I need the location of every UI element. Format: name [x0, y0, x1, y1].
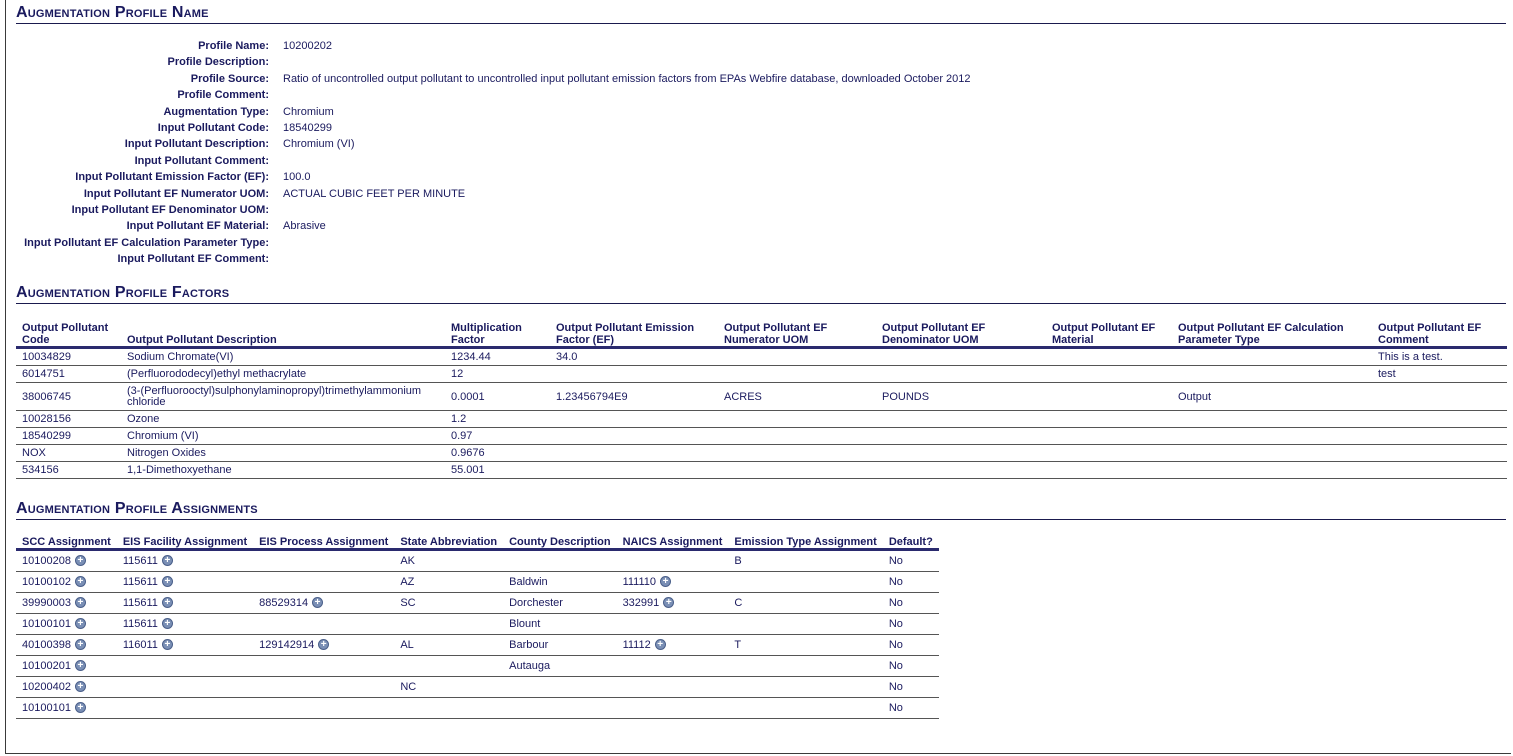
- assignments-table-row: [16, 572, 939, 593]
- assignment-cell-state: [394, 635, 503, 656]
- assignment-value-facility: 115611: [122, 618, 158, 630]
- factors-cell: [1172, 348, 1372, 366]
- plus-circle-icon[interactable]: +: [75, 681, 86, 692]
- factors-cell: [1372, 383, 1507, 411]
- assignment-value-naics: 111110: [622, 576, 657, 588]
- assignment-cell-process: [253, 698, 394, 719]
- assignment-cell-state: [394, 614, 503, 635]
- profile-field-row: [0, 71, 1200, 87]
- assignment-cell-process: [253, 572, 394, 593]
- factors-cell: [1372, 462, 1507, 479]
- assignment-cell-county: [503, 656, 616, 677]
- factors-cell: [876, 366, 1046, 383]
- assignment-cell-county: [503, 614, 616, 635]
- assignment-cell-emission: [728, 677, 882, 698]
- factors-table-row: [16, 348, 1507, 366]
- factors-cell: [876, 445, 1046, 462]
- assignment-value-scc: 10100201: [22, 660, 71, 672]
- factors-table-row: [16, 383, 1507, 411]
- factors-column-header: Multiplication Factor: [451, 322, 522, 346]
- profile-field-row: [0, 169, 1200, 185]
- factors-cell: 38006745: [16, 383, 121, 411]
- assignment-cell-state: [394, 656, 503, 677]
- profile-field-row: [0, 153, 1200, 169]
- factors-column-header: Output Pollutant EF Calculation Parameter Type: [1178, 322, 1344, 346]
- profile-field-row: [0, 38, 1200, 54]
- profile-assignments-heading: Augmentation Profile Assignments: [16, 500, 1506, 520]
- factors-cell: [1172, 411, 1372, 428]
- profile-field-label: Profile Name:: [198, 40, 269, 52]
- assignment-value-county: Baldwin: [509, 576, 548, 588]
- assignment-cell-facility: [117, 550, 253, 572]
- assignment-cell-process: [253, 593, 394, 614]
- factors-cell: POUNDS: [876, 383, 1046, 411]
- factors-column-header: Output Pollutant Emission Factor (EF): [556, 322, 695, 346]
- assignment-cell-facility: [117, 656, 253, 677]
- assignment-cell-county: [503, 677, 616, 698]
- factors-column-header: Output Pollutant EF Denominator UOM: [882, 322, 986, 346]
- assignment-cell-facility: [117, 635, 253, 656]
- assignment-cell-default: [883, 698, 939, 719]
- factors-cell: [718, 411, 876, 428]
- factors-table-row: [16, 366, 1507, 383]
- factors-cell: 55.001: [445, 462, 550, 479]
- factors-cell: [876, 348, 1046, 366]
- assignment-cell-scc: [16, 614, 117, 635]
- factors-cell: [1172, 445, 1372, 462]
- assignments-column-header: Emission Type Assignment: [734, 536, 877, 548]
- factors-cell: Nitrogen Oxides: [121, 445, 445, 462]
- assignment-cell-process: [253, 635, 394, 656]
- assignment-cell-naics: [617, 677, 729, 698]
- factors-column-header: Output Pollutant Code: [22, 322, 109, 346]
- profile-field-label: Input Pollutant Comment:: [134, 154, 269, 167]
- assignment-value-emission: B: [734, 555, 742, 567]
- assignments-table-row: [16, 614, 939, 635]
- assignment-value-state: AK: [400, 555, 416, 567]
- factors-cell: [1046, 366, 1172, 383]
- factors-column-header: Output Pollutant EF Numerator UOM: [724, 322, 828, 346]
- plus-circle-icon[interactable]: +: [75, 576, 86, 587]
- assignment-cell-scc: [16, 635, 117, 656]
- assignments-table-row: [16, 698, 939, 719]
- factors-cell: 10034829: [16, 348, 121, 366]
- assignment-cell-scc: [16, 656, 117, 677]
- plus-circle-icon[interactable]: +: [312, 597, 323, 608]
- profile-field-label: Profile Description:: [167, 56, 269, 69]
- factors-cell: 534156: [16, 462, 121, 479]
- assignment-value-default: No: [888, 681, 903, 693]
- plus-circle-icon[interactable]: +: [75, 555, 86, 566]
- factors-column-header: Output Pollutant EF Comment: [1378, 322, 1482, 346]
- assignments-table-row: [16, 677, 939, 698]
- factors-cell: [1372, 445, 1507, 462]
- assignment-cell-emission: [728, 656, 882, 677]
- factors-cell: 12: [445, 366, 550, 383]
- assignment-cell-facility: [117, 614, 253, 635]
- profile-field-value: Chromium: [283, 105, 334, 118]
- assignment-value-emission: C: [734, 597, 743, 609]
- profile-field-label: Input Pollutant EF Numerator UOM:: [83, 187, 269, 200]
- factors-cell: [1046, 348, 1172, 366]
- factors-cell: Chromium (VI): [121, 428, 445, 445]
- profile-field-row: [0, 251, 1200, 267]
- factors-cell: [1372, 411, 1507, 428]
- factors-cell: Sodium Chromate(VI): [121, 348, 445, 366]
- profile-field-row: [0, 54, 1200, 70]
- profile-field-label: Profile Source:: [190, 72, 269, 85]
- factors-cell: [718, 348, 876, 366]
- assignment-cell-scc: [16, 572, 117, 593]
- assignment-cell-process: [253, 550, 394, 572]
- assignment-cell-emission: [728, 572, 882, 593]
- plus-circle-icon[interactable]: +: [162, 555, 173, 566]
- assignment-cell-process: [253, 677, 394, 698]
- assignment-value-process: 129142914: [259, 639, 315, 651]
- factors-cell: 0.97: [445, 428, 550, 445]
- factors-cell: 0.9676: [445, 445, 550, 462]
- assignments-column-header: SCC Assignment: [22, 536, 111, 548]
- assignment-value-facility: 115611: [122, 555, 158, 567]
- factors-cell: [1046, 462, 1172, 479]
- factors-cell: [550, 462, 718, 479]
- assignment-cell-county: [503, 698, 616, 719]
- factors-cell: Ozone: [121, 411, 445, 428]
- assignment-cell-default: [883, 614, 939, 635]
- factors-cell: 1.2: [445, 411, 550, 428]
- assignment-cell-state: [394, 698, 503, 719]
- assignment-value-default: No: [888, 639, 903, 651]
- assignment-value-county: Dorchester: [509, 597, 563, 609]
- factors-cell: [1172, 366, 1372, 383]
- assignments-column-header: EIS Facility Assignment: [122, 536, 248, 548]
- profile-field-label: Input Pollutant Emission Factor (EF):: [75, 171, 269, 184]
- factors-cell: [550, 366, 718, 383]
- factors-cell: 1,1-Dimethoxyethane: [121, 462, 445, 479]
- plus-circle-icon[interactable]: +: [655, 639, 666, 650]
- factors-column-header: Output Pollutant Description: [127, 334, 277, 346]
- assignments-column-header: County Description: [509, 536, 611, 548]
- assignment-cell-county: [503, 593, 616, 614]
- factors-cell: [1046, 383, 1172, 411]
- factors-cell: [550, 445, 718, 462]
- factors-cell: [1172, 428, 1372, 445]
- profile-field-label: Input Pollutant EF Calculation Parameter Type:: [24, 236, 269, 249]
- plus-circle-icon[interactable]: +: [75, 618, 86, 629]
- assignment-value-scc: 10100101: [22, 702, 71, 714]
- assignment-value-facility: 116011: [122, 639, 158, 651]
- assignments-column-header: State Abbreviation: [400, 536, 498, 548]
- factors-table-row: [16, 411, 1507, 428]
- factors-cell: [876, 411, 1046, 428]
- assignment-cell-state: [394, 593, 503, 614]
- assignment-cell-scc: [16, 593, 117, 614]
- assignment-cell-naics: [617, 593, 729, 614]
- assignment-cell-default: [883, 550, 939, 572]
- profile-field-row: [0, 87, 1200, 103]
- factors-table-row: [16, 462, 1507, 479]
- factors-cell: [718, 366, 876, 383]
- assignments-table: [16, 536, 939, 719]
- assignment-value-scc: 10200402: [22, 681, 71, 693]
- factors-header-row: [16, 320, 1507, 348]
- plus-circle-icon[interactable]: +: [162, 618, 173, 629]
- factors-cell: This is a test.: [1372, 348, 1507, 366]
- assignment-value-facility: 115611: [122, 576, 158, 588]
- factors-cell: [1046, 428, 1172, 445]
- assignment-cell-emission: [728, 698, 882, 719]
- assignment-value-default: No: [888, 555, 903, 567]
- assignment-cell-emission: [728, 635, 882, 656]
- assignment-cell-naics: [617, 635, 729, 656]
- assignments-column-header: NAICS Assignment: [622, 536, 723, 548]
- assignment-cell-state: [394, 550, 503, 572]
- profile-field-value: 100.0: [283, 171, 311, 184]
- assignment-value-default: No: [888, 618, 903, 630]
- plus-circle-icon[interactable]: +: [162, 639, 173, 650]
- assignment-value-scc: 40100398: [22, 639, 71, 651]
- plus-circle-icon[interactable]: +: [75, 702, 86, 713]
- factors-cell: 1234.44: [445, 348, 550, 366]
- assignment-value-state: AZ: [400, 576, 415, 588]
- assignment-value-scc: 10100102: [22, 576, 71, 588]
- assignment-cell-state: [394, 572, 503, 593]
- assignment-value-state: AL: [400, 639, 414, 651]
- factors-cell: [718, 445, 876, 462]
- profile-factors-heading: Augmentation Profile Factors: [16, 284, 1506, 304]
- assignment-value-process: 88529314: [259, 597, 309, 609]
- assignment-value-scc: 10100101: [22, 618, 71, 630]
- assignments-table-row: [16, 593, 939, 614]
- factors-cell: [1172, 462, 1372, 479]
- assignment-cell-facility: [117, 698, 253, 719]
- factors-column-header: Output Pollutant EF Material: [1052, 322, 1156, 346]
- assignment-cell-default: [883, 635, 939, 656]
- assignment-cell-naics: [617, 550, 729, 572]
- assignment-cell-facility: [117, 572, 253, 593]
- profile-field-label: Input Pollutant EF Denominator UOM:: [71, 204, 269, 216]
- assignment-value-county: Autauga: [509, 660, 551, 672]
- assignment-value-naics: 11112: [622, 639, 651, 651]
- factors-cell: [1372, 428, 1507, 445]
- plus-circle-icon[interactable]: +: [663, 597, 674, 608]
- assignment-cell-emission: [728, 593, 882, 614]
- profile-field-row: [0, 136, 1200, 152]
- profile-field-value: 10200202: [283, 40, 332, 52]
- profile-field-label: Input Pollutant Description:: [124, 138, 269, 151]
- assignment-value-naics: 332991: [622, 597, 660, 609]
- assignments-table-row: [16, 635, 939, 656]
- factors-cell: [718, 462, 876, 479]
- assignment-cell-naics: [617, 614, 729, 635]
- assignment-value-default: No: [888, 702, 903, 714]
- assignment-cell-scc: [16, 550, 117, 572]
- profile-field-label: Input Pollutant EF Material:: [126, 220, 269, 233]
- profile-field-value: ACTUAL CUBIC FEET PER MINUTE: [283, 187, 466, 200]
- factors-cell: 0.0001: [445, 383, 550, 411]
- factors-cell: 10028156: [16, 411, 121, 428]
- factors-cell: [876, 462, 1046, 479]
- assignments-table-row: [16, 656, 939, 677]
- assignment-cell-scc: [16, 677, 117, 698]
- factors-cell: 1.23456794E9: [550, 383, 718, 411]
- profile-field-value: Chromium (VI): [283, 138, 355, 151]
- profile-field-label: Augmentation Type:: [163, 105, 269, 118]
- assignment-cell-emission: [728, 550, 882, 572]
- assignment-value-emission: T: [734, 639, 742, 651]
- factors-table: [16, 320, 1507, 479]
- profile-field-value: Ratio of uncontrolled output pollutant to uncontrolled input pollutant emission factors from EPAs Webfire database, downloaded October 2012: [283, 72, 971, 85]
- assignment-cell-state: [394, 677, 503, 698]
- factors-cell: (Perfluorododecyl)ethyl methacrylate: [121, 366, 445, 383]
- plus-circle-icon[interactable]: +: [162, 597, 173, 608]
- factors-cell: test: [1372, 366, 1507, 383]
- factors-cell: [876, 428, 1046, 445]
- assignment-cell-default: [883, 656, 939, 677]
- assignment-cell-county: [503, 550, 616, 572]
- profile-field-label: Profile Comment:: [177, 89, 269, 102]
- assignment-value-default: No: [888, 576, 903, 588]
- profile-field-label: Input Pollutant Code:: [157, 122, 269, 134]
- assignment-cell-facility: [117, 677, 253, 698]
- profile-field-row: [0, 202, 1200, 218]
- factors-cell: [550, 411, 718, 428]
- factors-cell: [1046, 445, 1172, 462]
- profile-field-row: [0, 186, 1200, 202]
- factors-cell: 18540299: [16, 428, 121, 445]
- factors-cell: ACRES: [718, 383, 876, 411]
- profile-field-label: Input Pollutant EF Comment:: [117, 253, 269, 266]
- assignment-cell-naics: [617, 656, 729, 677]
- factors-table-row: [16, 428, 1507, 445]
- assignment-cell-naics: [617, 572, 729, 593]
- assignment-cell-scc: [16, 698, 117, 719]
- plus-circle-icon[interactable]: +: [75, 660, 86, 671]
- factors-table-row: [16, 445, 1507, 462]
- assignment-value-facility: 115611: [122, 597, 158, 609]
- assignments-column-header: Default?: [888, 536, 933, 548]
- plus-circle-icon[interactable]: +: [75, 597, 86, 608]
- assignment-value-state: NC: [400, 681, 417, 693]
- assignment-cell-default: [883, 677, 939, 698]
- assignment-cell-facility: [117, 593, 253, 614]
- assignment-value-default: No: [888, 660, 903, 672]
- assignment-value-scc: 10100208: [22, 555, 71, 567]
- assignment-value-default: No: [888, 597, 903, 609]
- assignment-value-scc: 39990003: [22, 597, 71, 609]
- factors-cell: [1046, 411, 1172, 428]
- assignment-cell-default: [883, 572, 939, 593]
- assignment-value-county: Blount: [509, 618, 541, 630]
- profile-field-row: [0, 218, 1200, 234]
- assignment-cell-county: [503, 572, 616, 593]
- assignments-column-header: EIS Process Assignment: [259, 536, 389, 548]
- assignment-value-state: SC: [400, 597, 416, 609]
- plus-circle-icon[interactable]: +: [75, 639, 86, 650]
- factors-cell: 6014751: [16, 366, 121, 383]
- assignment-cell-default: [883, 593, 939, 614]
- assignment-cell-process: [253, 656, 394, 677]
- plus-circle-icon[interactable]: +: [660, 576, 671, 587]
- factors-cell: (3-(Perfluorooctyl)sulphonylaminopropyl)trimethylammonium chloride: [121, 383, 445, 411]
- assignment-cell-county: [503, 635, 616, 656]
- profile-field-row: [0, 235, 1200, 251]
- factors-cell: [718, 428, 876, 445]
- assignment-cell-emission: [728, 614, 882, 635]
- assignments-table-row: [16, 550, 939, 572]
- plus-circle-icon[interactable]: +: [318, 639, 329, 650]
- profile-field-value: 18540299: [283, 122, 332, 134]
- assignment-cell-naics: [617, 698, 729, 719]
- factors-cell: [550, 428, 718, 445]
- plus-circle-icon[interactable]: +: [162, 576, 173, 587]
- profile-field-row: [0, 104, 1200, 120]
- profile-name-heading: Augmentation Profile Name: [16, 4, 1506, 24]
- factors-cell: NOX: [16, 445, 121, 462]
- profile-field-value: Abrasive: [283, 220, 326, 233]
- assignment-cell-process: [253, 614, 394, 635]
- assignments-header-row: [16, 536, 939, 550]
- factors-cell: Output: [1172, 383, 1372, 411]
- assignment-value-county: Barbour: [509, 639, 549, 651]
- factors-cell: 34.0: [550, 348, 718, 366]
- profile-field-row: [0, 120, 1200, 136]
